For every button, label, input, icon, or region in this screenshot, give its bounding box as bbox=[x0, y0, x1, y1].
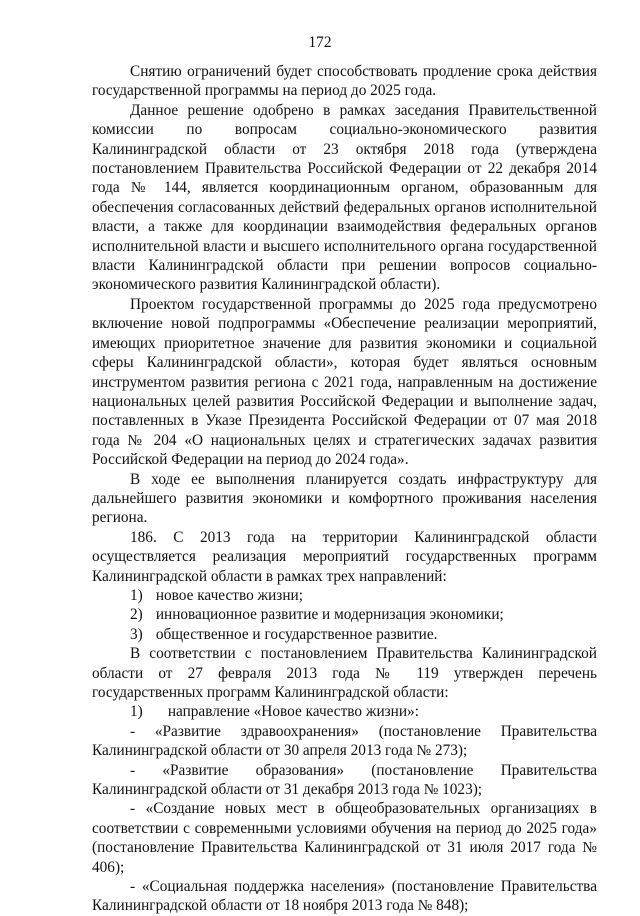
program-item: - «Создание новых мест в общеобразовательных организациях в соответствии с современными условиями обучения на период до 2025 года» (постановление Правительства Калининградской от 31 июля 2017 года № 406); bbox=[92, 800, 597, 876]
list-item-text: инновационное развитие и модернизация экономики; bbox=[155, 606, 504, 624]
list-item-number: 3) bbox=[130, 625, 143, 643]
list-item bbox=[92, 625, 597, 644]
programs-list bbox=[92, 722, 597, 916]
direction-heading-number: 1) bbox=[130, 703, 143, 721]
document-body bbox=[92, 62, 597, 916]
page-number: 172 bbox=[308, 34, 332, 51]
paragraph-extension: Снятию ограничений будет способствовать продление срока действия государственной программы на период до 2025 года. bbox=[92, 63, 597, 100]
direction-heading bbox=[92, 702, 597, 721]
list-item bbox=[92, 605, 597, 624]
paragraph-program-list-intro: В соответствии с постановлением Правительства Калининградской области от 27 февраля 2013 года № 119 утвержден перечень государственных программ Калининградской области: bbox=[92, 645, 597, 701]
paragraph-infrastructure: В ходе ее выполнения планируется создать инфраструктуру для дальнейшего развития экономики и комфортного проживания населения региона. bbox=[92, 470, 597, 527]
paragraph-commission-decision: Данное решение одобрено в рамках заседания Правительственной комиссии по вопросам социально-экономического развития Калининградской области от 23 октября 2018 года (утверждена постановлением Правительства Российской Федерации от 22 декабря 2014 года № 144, является координационным органом, образованным для обеспечения согласованных действий федеральных органов исполнительной власти, а также для координации взаимодействия федеральных органов исполнительной власти и высшего исполнительного органа государственной власти Калининградской области при решении вопросов социально-экономического развития Калининградской области). bbox=[92, 101, 597, 294]
list-item bbox=[92, 586, 597, 605]
list-item-number: 2) bbox=[130, 606, 143, 624]
paragraph-186: 186. С 2013 года на территории Калининградской области осуществляется реализация мероприятий государственных программ Калининградской области в рамках трех направлений: bbox=[92, 528, 597, 585]
list-item-text: новое качество жизни; bbox=[155, 586, 303, 604]
program-item: - «Социальная поддержка населения» (постановление Правительства Калининградской области от 18 ноября 2013 года № 848); bbox=[92, 878, 597, 915]
list-item-number: 1) bbox=[130, 586, 143, 604]
list-item-text: общественное и государственное развитие. bbox=[155, 625, 438, 643]
direction-heading-text: направление «Новое качество жизни»: bbox=[167, 703, 419, 721]
paragraph-new-subprogram: Проектом государственной программы до 2025 года предусмотрено включение новой подпрограммы «Обеспечение реализации мероприятий, имеющих приоритетное значение для развития экономики и социальной сферы Калининградской области», которая будет являться основным инструментом развития региона с 2021 года, направленным на достижение национальных целей развития Российской Федерации и выполнение задач, поставленных в Указе Президента Российской Федерации от 07 мая 2018 года № 204 «О национальных целях и стратегических задачах развития Российской Федерации на период до 2024 года». bbox=[92, 295, 597, 469]
program-item: - «Развитие здравоохранения» (постановление Правительства Калининградской области от 30 апреля 2013 года № 273); bbox=[92, 722, 597, 760]
directions-list bbox=[92, 586, 597, 644]
program-item: - «Развитие образования» (постановление Правительства Калининградской области от 31 декабря 2013 года № 1023); bbox=[92, 761, 597, 799]
